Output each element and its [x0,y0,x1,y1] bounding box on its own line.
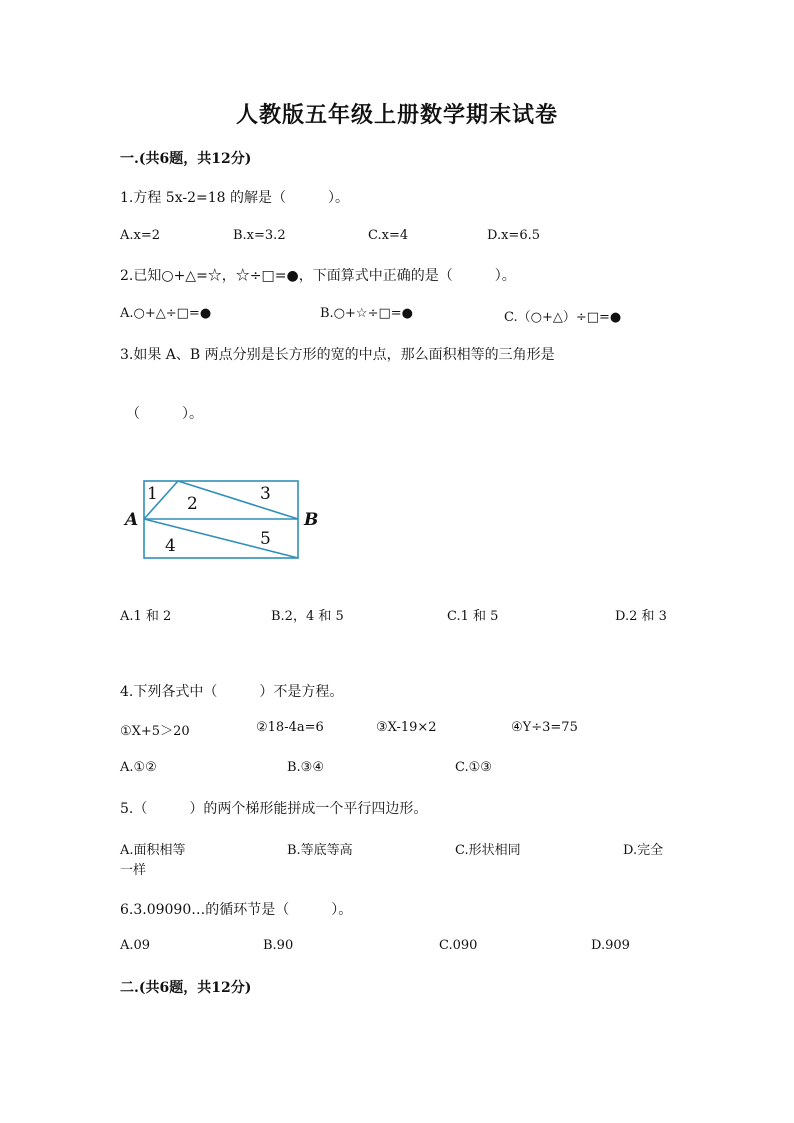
question-3-stem: 3.如果 A、B 两点分别是长方形的宽的中点，那么面积相等的三角形是 [120,347,555,363]
question-6-option-c: C.090 [439,938,478,953]
region-2-label: 2 [187,494,198,514]
question-1-option-c: C.x=4 [368,228,409,243]
question-1-option-b: B.x=3.2 [233,228,286,243]
question-5-option-d: D.完全 [623,843,664,858]
question-4-item-3: ③X-19×2 [376,720,437,735]
question-6-option-b: B.90 [263,938,294,953]
question-3-option-d: D.2 和 3 [615,609,667,624]
region-5-label: 5 [260,529,271,549]
question-4-option-b: B.③④ [287,760,324,775]
section-1-heading: 一.(共6题，共12分) [120,151,252,167]
question-5-option-c: C.形状相同 [455,843,521,858]
question-2-option-b: B.○+☆÷□=● [320,306,413,321]
question-3-option-a: A.1 和 2 [120,609,172,624]
question-5-option-b: B.等底等高 [287,843,353,858]
question-4-stem: 4.下列各式中（ ）不是方程。 [120,684,344,700]
question-2-option-a: A.○+△÷□=● [120,306,212,321]
question-3-blank: （ ）。 [126,406,203,422]
question-3-option-b: B.2，4 和 5 [271,609,344,624]
question-3-option-c: C.1 和 5 [447,609,499,624]
question-4-option-a: A.①② [120,760,157,775]
point-a-label: A [125,510,139,530]
region-1-label: 1 [147,484,158,504]
question-1-stem: 1.方程 5x-2=18 的解是（ ）。 [120,190,349,206]
question-4-item-4: ④Y÷3=75 [511,720,578,735]
question-6-option-a: A.09 [120,938,151,953]
question-4-item-1: ①X+5＞20 [120,724,190,739]
question-4-item-2: ②18-4a=6 [256,720,324,735]
question-5-stem: 5.（ ）的两个梯形能拼成一个平行四边形。 [120,801,428,817]
question-6-option-d: D.909 [591,938,630,953]
question-5-option-a: A.面积相等 [120,843,186,858]
question-1-option-a: A.x=2 [120,228,161,243]
point-b-label: B [304,510,319,530]
question-1-option-d: D.x=6.5 [487,228,540,243]
question-6-stem: 6.3.09090…的循环节是（ ）。 [120,902,353,918]
section-2-heading: 二.(共6题，共12分) [120,980,252,996]
question-4-option-c: C.①③ [455,760,492,775]
question-2-option-c: C.（○+△）÷□=● [504,310,622,325]
page-title: 人教版五年级上册数学期末试卷 [235,102,558,128]
question-5-option-d-wrap: 一样 [120,863,147,878]
region-3-label: 3 [260,484,271,504]
question-2-stem: 2.已知○+△=☆，☆÷□=●，下面算式中正确的是（ ）。 [120,268,516,284]
rectangle-triangle-figure [118,474,328,564]
region-4-label: 4 [165,536,176,556]
